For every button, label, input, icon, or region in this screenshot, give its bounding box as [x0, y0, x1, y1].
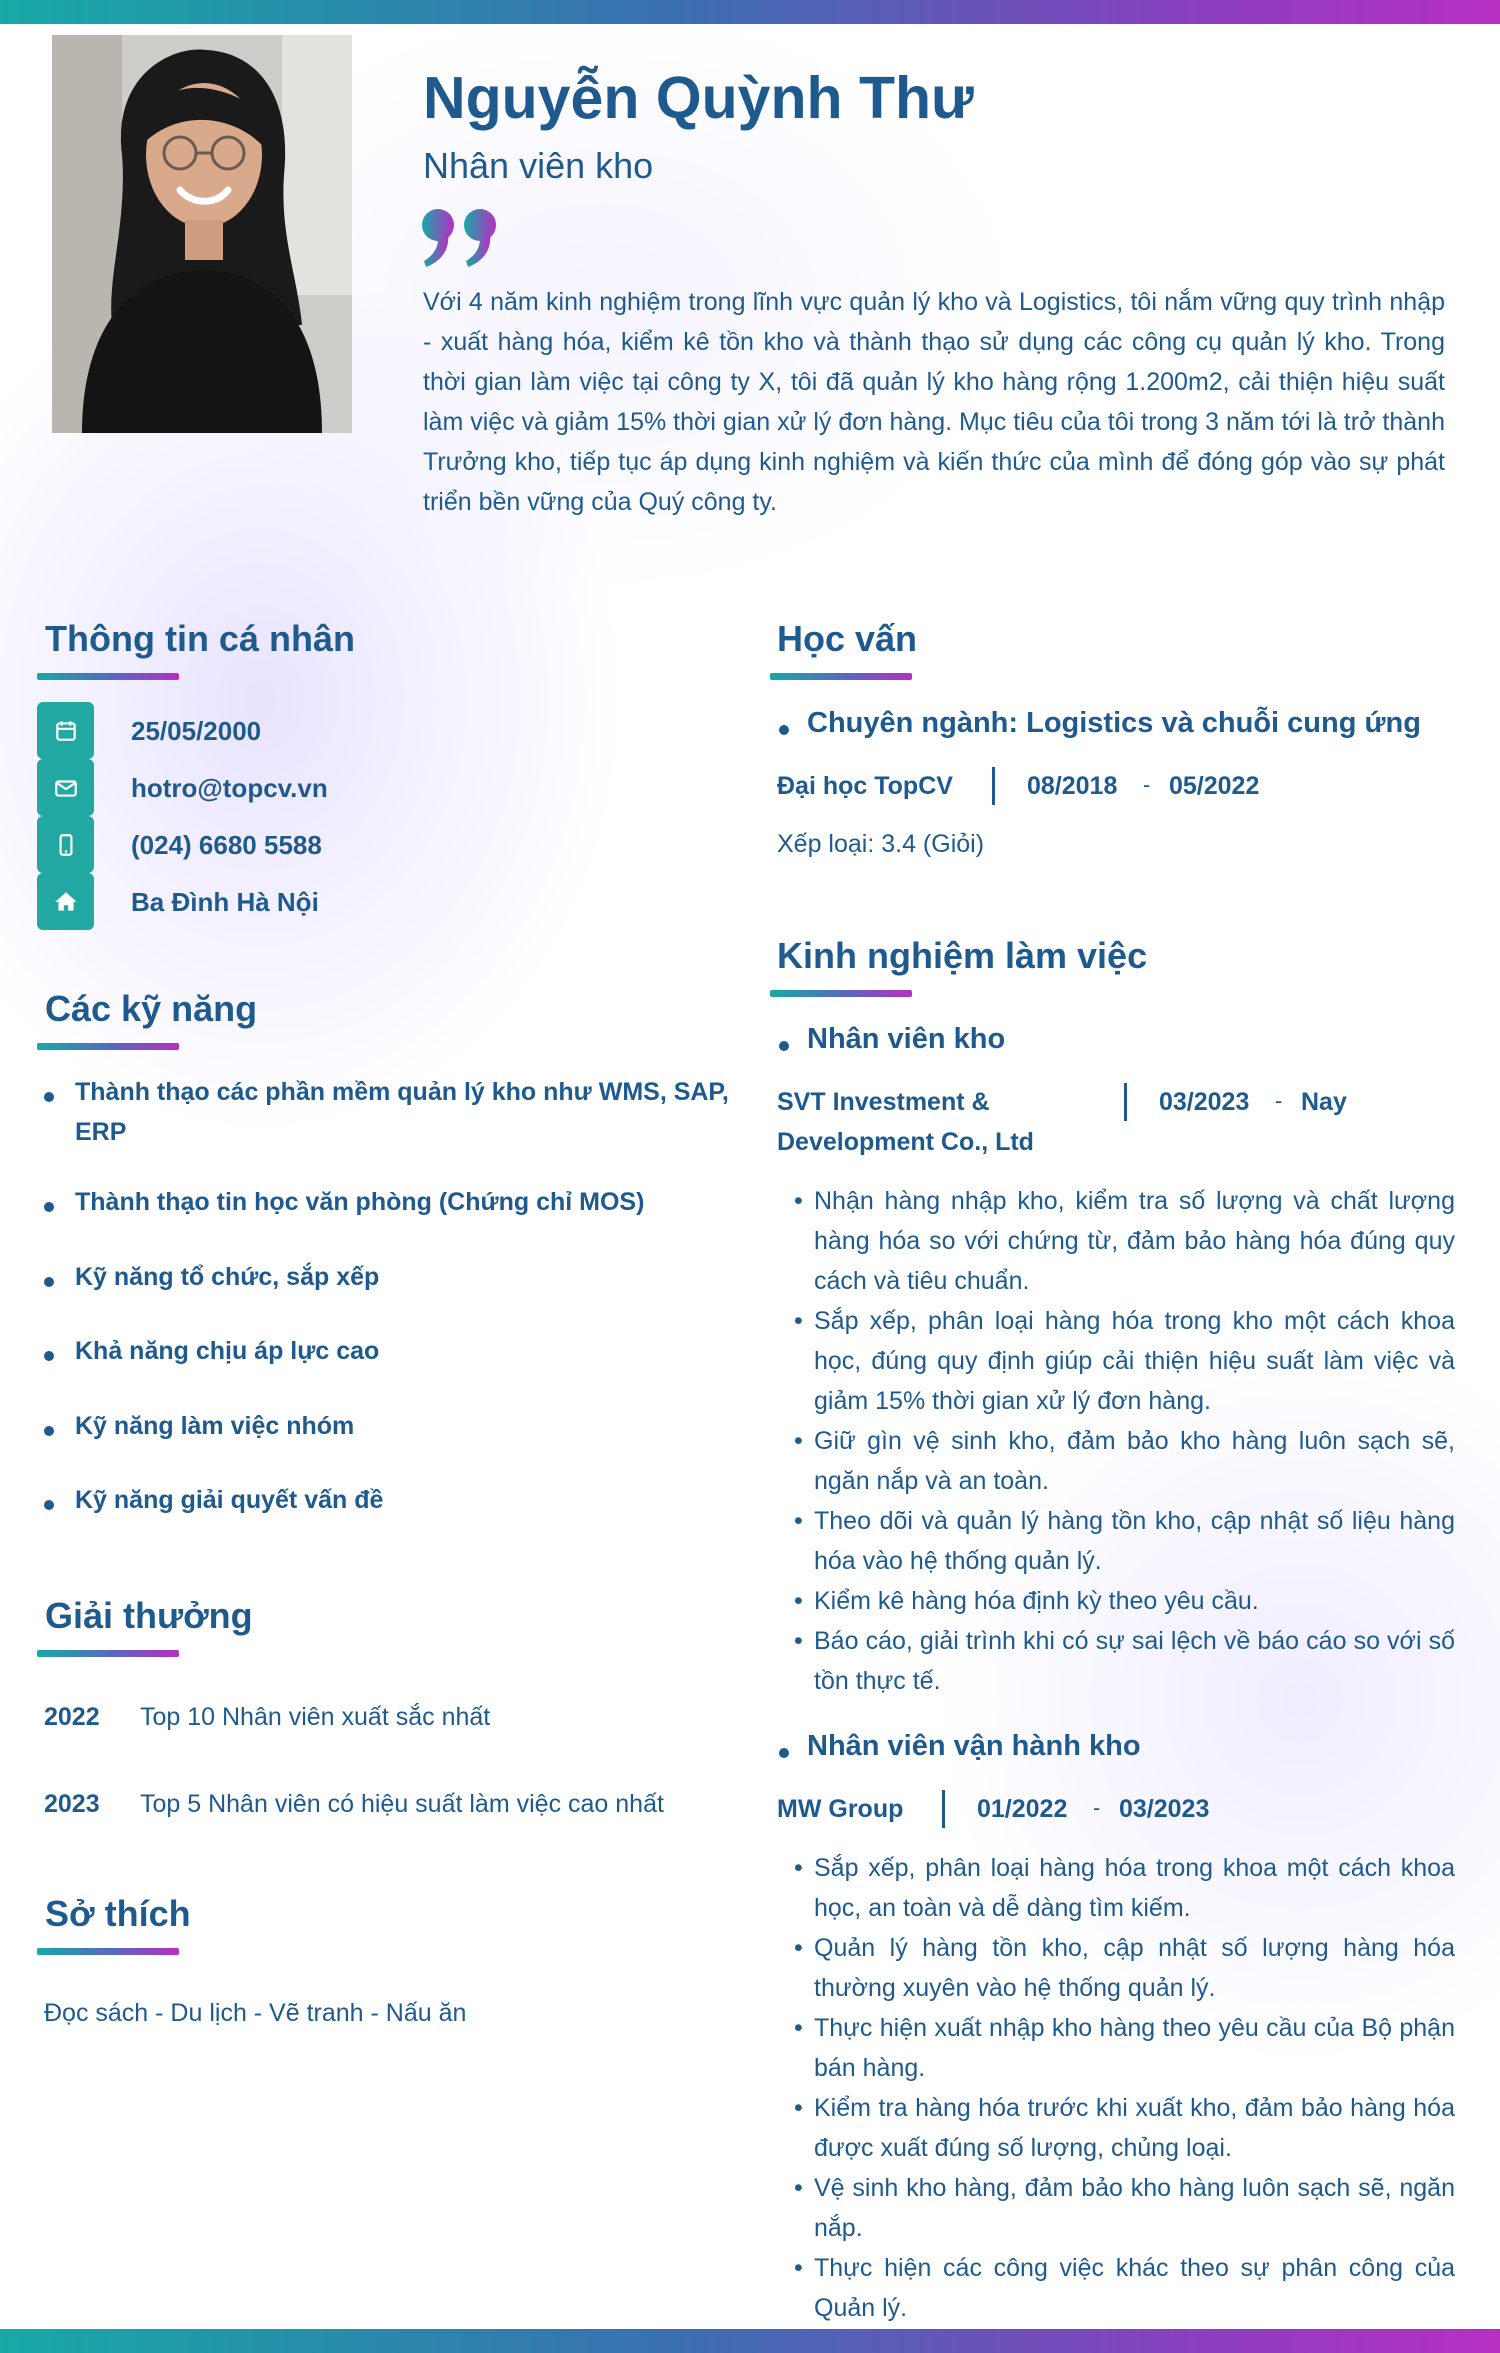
contact-phone — [37, 816, 637, 873]
phone-icon — [37, 816, 94, 873]
contact-address — [37, 873, 637, 930]
job-task-list — [790, 1848, 1455, 2328]
section-underline — [37, 1650, 179, 1657]
home-icon — [37, 873, 94, 930]
section-underline — [37, 673, 179, 680]
award-year: 2023 — [44, 1790, 100, 1818]
contact-birthday — [37, 702, 637, 759]
bullet-dot — [44, 1426, 54, 1436]
skill-item: Thành thạo các phần mềm quản lý kho như WMS, SAP, ERP — [44, 1072, 734, 1152]
skill-item: Kỹ năng giải quyết vấn đề — [44, 1480, 734, 1520]
bullet-dot — [44, 1351, 54, 1361]
job-task: • Kiểm kê hàng hóa định kỳ theo yêu cầu. — [790, 1581, 1455, 1621]
section-underline — [770, 673, 912, 680]
job-task: • Thực hiện xuất nhập kho hàng theo yêu cầu của Bộ phận bán hàng. — [790, 2008, 1455, 2088]
job-task: • Kiểm tra hàng hóa trước khi xuất kho, đảm bảo hàng hóa được xuất đúng số lượng, chủng loại. — [790, 2088, 1455, 2168]
job-title: Nhân viên kho — [807, 1023, 1006, 1055]
bottom-gradient-bar — [0, 2329, 1500, 2353]
job-task: • Báo cáo, giải trình khi có sự sai lệch về báo cáo so với số tồn thực tế. — [790, 1621, 1455, 1701]
hobbies-text: Đọc sách - Du lịch - Vẽ tranh - Nấu ăn — [44, 1999, 467, 2027]
job-task: • Nhận hàng nhập kho, kiểm tra số lượng và chất lượng hàng hóa so với chứng từ, đảm bảo hàng hóa đúng quy cách và tiêu chuẩn. — [790, 1181, 1455, 1301]
section-underline — [37, 1948, 179, 1955]
education-major: Chuyên ngành: Logistics và chuỗi cung ứng — [807, 707, 1421, 739]
separator — [942, 1790, 945, 1828]
award-text: Top 5 Nhân viên có hiệu suất làm việc cao nhất — [140, 1790, 664, 1818]
address-text: Ba Đình Hà Nội — [131, 887, 319, 917]
bullet-dot — [779, 1748, 789, 1758]
separator — [1124, 1083, 1127, 1121]
job-task: • Sắp xếp, phân loại hàng hóa trong kho một cách khoa học, đúng quy định giúp cải thiện hiệu suất làm việc và giảm 15% thời gian xử lý đơn hàng. — [790, 1301, 1455, 1421]
section-underline — [770, 990, 912, 997]
date-dash: - — [1143, 772, 1151, 797]
date-dash: - — [1275, 1088, 1283, 1113]
candidate-name: Nguyễn Quỳnh Thư — [423, 65, 974, 131]
contact-email — [37, 759, 637, 816]
skill-item: Kỹ năng làm việc nhóm — [44, 1406, 734, 1446]
bullet-dot — [44, 1500, 54, 1510]
birthday-text: 25/05/2000 — [131, 716, 262, 746]
profile-summary: Với 4 năm kinh nghiệm trong lĩnh vực quản lý kho và Logistics, tôi nắm vững quy trình nhập - xuất hàng hóa, kiểm kê tồn kho và thành thạo sử dụng các công cụ quản lý kho. Trong thời gian làm việc tại công ty X, tôi đã quản lý kho hàng rộng 1.200m2, cải thiện hiệu suất làm việc và giảm 15% thời gian xử lý đơn hàng. Mục tiêu của tôi trong 3 năm tới là trở thành Trưởng kho, tiếp tục áp dụng kinh nghiệm và kiến thức của mình để đóng góp vào sự phát triển bền vững của Quý công ty. — [423, 288, 1445, 516]
profile-photo — [52, 35, 352, 433]
date-dash: - — [1093, 1795, 1101, 1820]
separator — [992, 767, 995, 805]
skill-item: Thành thạo tin học văn phòng (Chứng chỉ MOS) — [44, 1182, 734, 1222]
job-task: • Quản lý hàng tồn kho, cập nhật số lượng hàng hóa thường xuyên vào hệ thống quản lý. — [790, 1928, 1455, 2008]
bullet-dot — [44, 1202, 54, 1212]
bullet-dot — [44, 1092, 54, 1102]
education-end: 05/2022 — [1169, 772, 1260, 800]
skill-item: Khả năng chịu áp lực cao — [44, 1331, 734, 1371]
job-start: 01/2022 — [977, 1795, 1068, 1823]
award-year: 2022 — [44, 1703, 100, 1731]
phone-text: (024) 6680 5588 — [131, 830, 322, 860]
email-text: hotro@topcv.vn — [131, 773, 328, 803]
job-task-list — [790, 1181, 1455, 1701]
job-task: • Giữ gìn vệ sinh kho, đảm bảo kho hàng luôn sạch sẽ, ngăn nắp và an toàn. — [790, 1421, 1455, 1501]
education-school: Đại học TopCV — [777, 772, 953, 800]
award-text: Top 10 Nhân viên xuất sắc nhất — [140, 1703, 491, 1731]
calendar-icon — [37, 702, 94, 759]
section-underline — [37, 1043, 179, 1050]
job-title: Nhân viên vận hành kho — [807, 1730, 1141, 1762]
job-end: 03/2023 — [1119, 1795, 1210, 1823]
mail-icon — [37, 759, 94, 816]
awards-title: Giải thưởng — [45, 1595, 253, 1636]
personal-info-title: Thông tin cá nhân — [45, 618, 355, 659]
candidate-role: Nhân viên kho — [423, 145, 654, 186]
bullet-dot — [44, 1277, 54, 1287]
education-title: Học vấn — [777, 618, 918, 659]
job-start: 03/2023 — [1159, 1088, 1250, 1116]
job-task: • Thực hiện các công việc khác theo sự phân công của Quản lý. — [790, 2248, 1455, 2328]
job-task: • Vệ sinh kho hàng, đảm bảo kho hàng luôn sạch sẽ, ngăn nắp. — [790, 2168, 1455, 2248]
top-gradient-bar — [0, 0, 1500, 24]
hobbies-title: Sở thích — [45, 1893, 191, 1934]
bullet-dot — [779, 725, 789, 735]
job-task: • Sắp xếp, phân loại hàng hóa trong khoa một cách khoa học, an toàn và dễ dàng tìm kiếm. — [790, 1848, 1455, 1928]
skill-item: Kỹ năng tổ chức, sắp xếp — [44, 1257, 734, 1297]
experience-title: Kinh nghiệm làm việc — [777, 935, 1148, 976]
education-grade: Xếp loại: 3.4 (Giỏi) — [777, 830, 985, 858]
job-company: SVT Investment & Development Co., Ltd — [777, 1088, 1034, 1156]
quote-icon — [420, 205, 500, 269]
bullet-dot — [779, 1041, 789, 1051]
education-start: 08/2018 — [1027, 772, 1118, 800]
job-end: Nay — [1301, 1088, 1347, 1116]
job-company: MW Group — [777, 1795, 904, 1823]
skills-title: Các kỹ năng — [45, 988, 258, 1029]
job-task: • Theo dõi và quản lý hàng tồn kho, cập nhật số liệu hàng hóa vào hệ thống quản lý. — [790, 1501, 1455, 1581]
